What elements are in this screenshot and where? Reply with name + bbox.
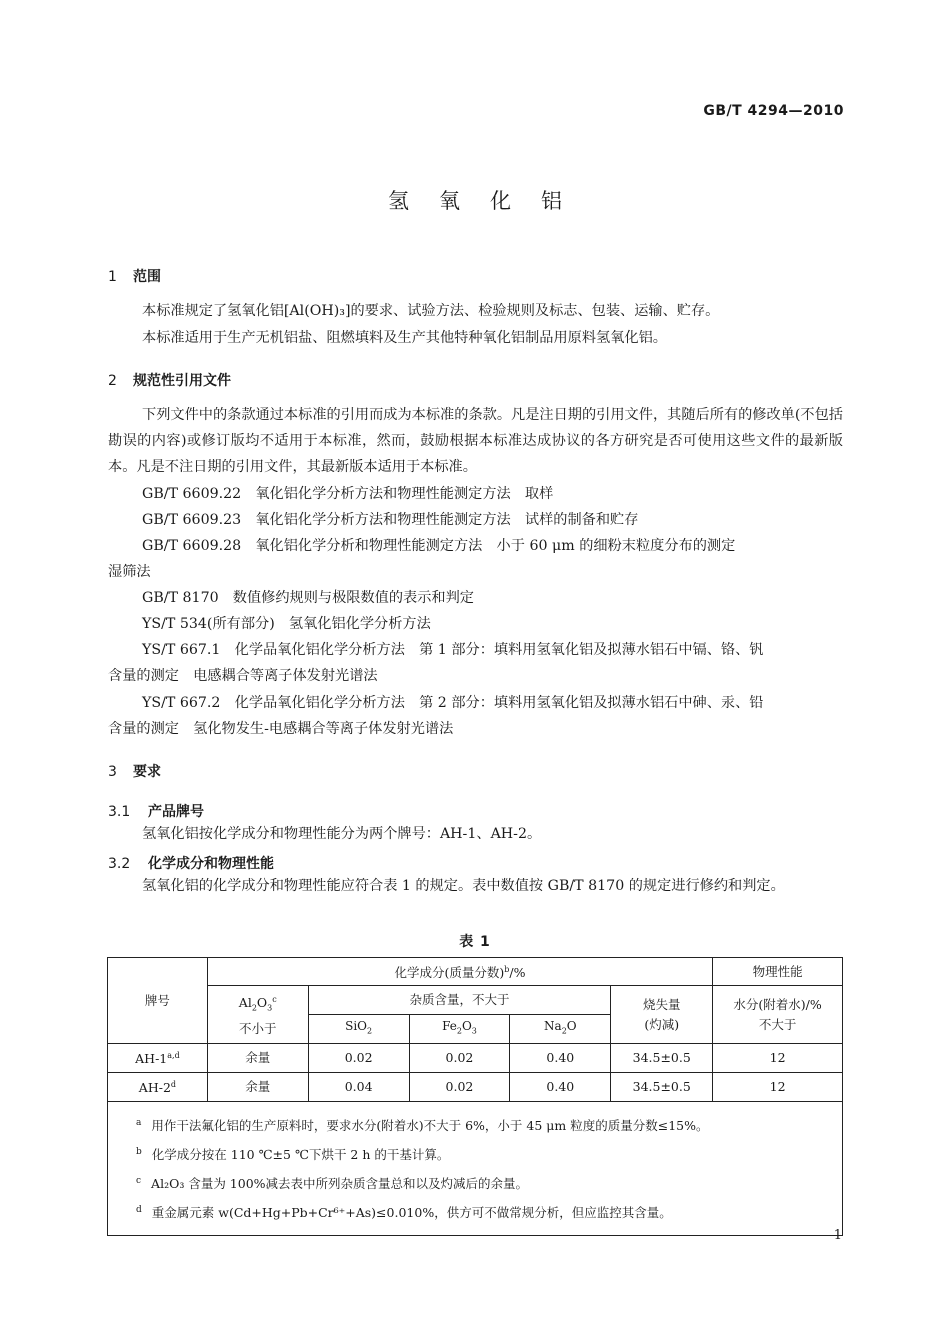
paragraph: 本标准规定了氢氧化铝[Al(OH)₃]的要求、试验方法、检验规则及标志、包装、运输、贮存。: [142, 303, 720, 319]
section-3-1-heading: [108, 801, 204, 821]
section-number: 3: [108, 764, 117, 780]
footnote-mark: c: [136, 1176, 142, 1187]
text: AH-1: [135, 1051, 168, 1067]
reference-item: GB/T 6609.28 氧化铝化学分析和物理性能测定方法 小于 60 μm 的细粉末粒度分布的测定: [142, 538, 736, 554]
text: SiO: [345, 1019, 368, 1034]
section-title: 范围: [133, 269, 161, 285]
subscript: 2: [561, 1026, 567, 1036]
text: O: [256, 995, 268, 1011]
subscript: 2: [456, 1026, 462, 1036]
header-moisture: [713, 986, 843, 1044]
table-footnotes: [108, 1102, 843, 1236]
footnote-mark: d: [136, 1205, 142, 1216]
section-title: 规范性引用文件: [133, 373, 231, 389]
subscript: 2: [251, 1003, 257, 1013]
header-sio2: [308, 1015, 409, 1044]
cell-loi: 34.5±0.5: [611, 1044, 713, 1073]
reference-item-continued: 含量的测定 氢化物发生-电感耦合等离子体发射光谱法: [108, 721, 454, 737]
section-title: 化学成分和物理性能: [148, 856, 274, 872]
table-row: [108, 1073, 843, 1102]
cell-grade: [108, 1044, 208, 1073]
page-number: 1: [833, 1228, 842, 1243]
document-title: 氢氧化铝: [388, 189, 592, 213]
footnote-text: Al₂O₃ 含量为 100%减去表中所列杂质含量总和以及灼减后的余量。: [151, 1176, 529, 1192]
footnote-text: 用作干法氟化铝的生产原料时，要求水分(附着水)不大于 6%，小于 45 μm 粒度的质量分数≤15%。: [151, 1118, 709, 1134]
text: 不大于: [758, 1016, 797, 1032]
section-1-heading: [108, 266, 161, 286]
cell-moisture: 12: [713, 1044, 843, 1073]
text: 烧失量: [642, 996, 681, 1012]
footnote: [136, 1168, 842, 1197]
header-grade: 牌号: [108, 958, 208, 1044]
cell-loi: 34.5±0.5: [611, 1073, 713, 1102]
section-number: 1: [108, 269, 117, 285]
text: Fe: [442, 1019, 457, 1034]
text: Al: [238, 995, 252, 1011]
cell-moisture: 12: [713, 1073, 843, 1102]
header-fe2o3: [409, 1015, 510, 1044]
reference-item-continued: 湿筛法: [108, 564, 151, 580]
table-row: [108, 1044, 843, 1073]
header-chemical-composition: [207, 958, 712, 986]
paragraph: 本标准适用于生产无机铝盐、阻燃填料及生产其他特种氧化铝制品用原料氢氧化铝。: [142, 330, 667, 346]
paragraph: 下列文件中的条款通过本标准的引用而成为本标准的条款。凡是注日期的引用文件，其随后所有的修改单(不包括勘误的内容)或修订版均不适用于本标准，然而，鼓励根据本标准达成协议的各方研究是否可使用这些文件的最新版本。凡是不注日期的引用文件，其最新版本适用于本标准。: [108, 407, 843, 475]
footnote: [136, 1139, 842, 1168]
table-caption: 表 1: [459, 934, 491, 950]
paragraph: 氢氧化铝的化学成分和物理性能应符合表 1 的规定。表中数值按 GB/T 8170 的规定进行修约和判定。: [142, 878, 785, 894]
text: (灼减): [644, 1016, 680, 1032]
standard-code: GB/T 4294—2010: [703, 103, 844, 119]
header-physical-properties: 物理性能: [713, 958, 843, 986]
table-1: [107, 957, 843, 1236]
header-na2o: [510, 1015, 611, 1044]
subscript: 3: [267, 1003, 273, 1013]
footnote: [136, 1197, 842, 1226]
header-impurity: 杂质含量，不大于: [308, 986, 611, 1015]
footnote-ref: a,d: [167, 1051, 180, 1061]
reference-item: YS/T 667.2 化学品氧化铝化学分析方法 第 2 部分：填料用氢氧化铝及拟薄水铝石中砷、汞、铅: [142, 695, 764, 711]
footnote-mark: b: [136, 1147, 142, 1158]
header-loi: [611, 986, 713, 1044]
subscript: 3: [471, 1026, 477, 1036]
footnote-text: 化学成分按在 110 ℃±5 ℃下烘干 2 h 的干基计算。: [151, 1147, 450, 1163]
section-title: 要求: [133, 764, 161, 780]
text: O: [566, 1019, 577, 1034]
footnote-ref: c: [272, 995, 277, 1005]
cell-al2o3: 余量: [207, 1073, 308, 1102]
header-al2o3: [207, 986, 308, 1044]
section-number: 3.2: [108, 856, 131, 872]
footnote-ref: b: [504, 964, 510, 974]
footnote: [136, 1110, 842, 1139]
reference-item: GB/T 6609.23 氧化铝化学分析方法和物理性能测定方法 试样的制备和贮存: [142, 512, 639, 528]
section-title: 产品牌号: [148, 804, 204, 820]
unit: /%: [509, 965, 526, 981]
footnote-text: 重金属元素 w(Cd+Hg+Pb+Cr⁶⁺+As)≤0.010%，供方可不做常规分析，但应监控其含量。: [151, 1205, 672, 1221]
cell-al2o3: 余量: [207, 1044, 308, 1073]
header-text: 化学成分(质量分数): [394, 965, 505, 981]
cell-grade: [108, 1073, 208, 1102]
reference-item: YS/T 534(所有部分) 氢氧化铝化学分析方法: [142, 616, 431, 632]
text: Na: [544, 1019, 562, 1034]
cell-sio2: 0.02: [308, 1044, 409, 1073]
section-number: 2: [108, 373, 117, 389]
text: 不小于: [239, 1020, 277, 1036]
section-3-heading: [108, 761, 161, 781]
section-3-2-heading: [108, 853, 274, 873]
reference-item: YS/T 667.1 化学品氧化铝化学分析方法 第 1 部分：填料用氢氧化铝及拟薄水铝石中镉、铬、钒: [142, 642, 764, 658]
section-2-heading: [108, 370, 231, 390]
cell-fe2o3: 0.02: [409, 1044, 510, 1073]
paragraph: 氢氧化铝按化学成分和物理性能分为两个牌号：AH-1、AH-2。: [142, 826, 542, 842]
footnote-ref: d: [170, 1080, 177, 1090]
reference-item: GB/T 8170 数值修约规则与极限数值的表示和判定: [142, 590, 474, 606]
footnote-mark: a: [136, 1118, 142, 1128]
section-number: 3.1: [108, 804, 131, 820]
text: AH-2: [138, 1080, 171, 1096]
subscript: 2: [367, 1026, 373, 1036]
reference-item: GB/T 6609.22 氧化铝化学分析方法和物理性能测定方法 取样: [142, 486, 554, 502]
cell-na2o: 0.40: [510, 1073, 611, 1102]
reference-item-continued: 含量的测定 电感耦合等离子体发射光谱法: [108, 668, 378, 684]
cell-sio2: 0.04: [308, 1073, 409, 1102]
cell-na2o: 0.40: [510, 1044, 611, 1073]
text: 水分(附着水)/%: [733, 996, 822, 1012]
cell-fe2o3: 0.02: [409, 1073, 510, 1102]
text: O: [461, 1019, 472, 1034]
